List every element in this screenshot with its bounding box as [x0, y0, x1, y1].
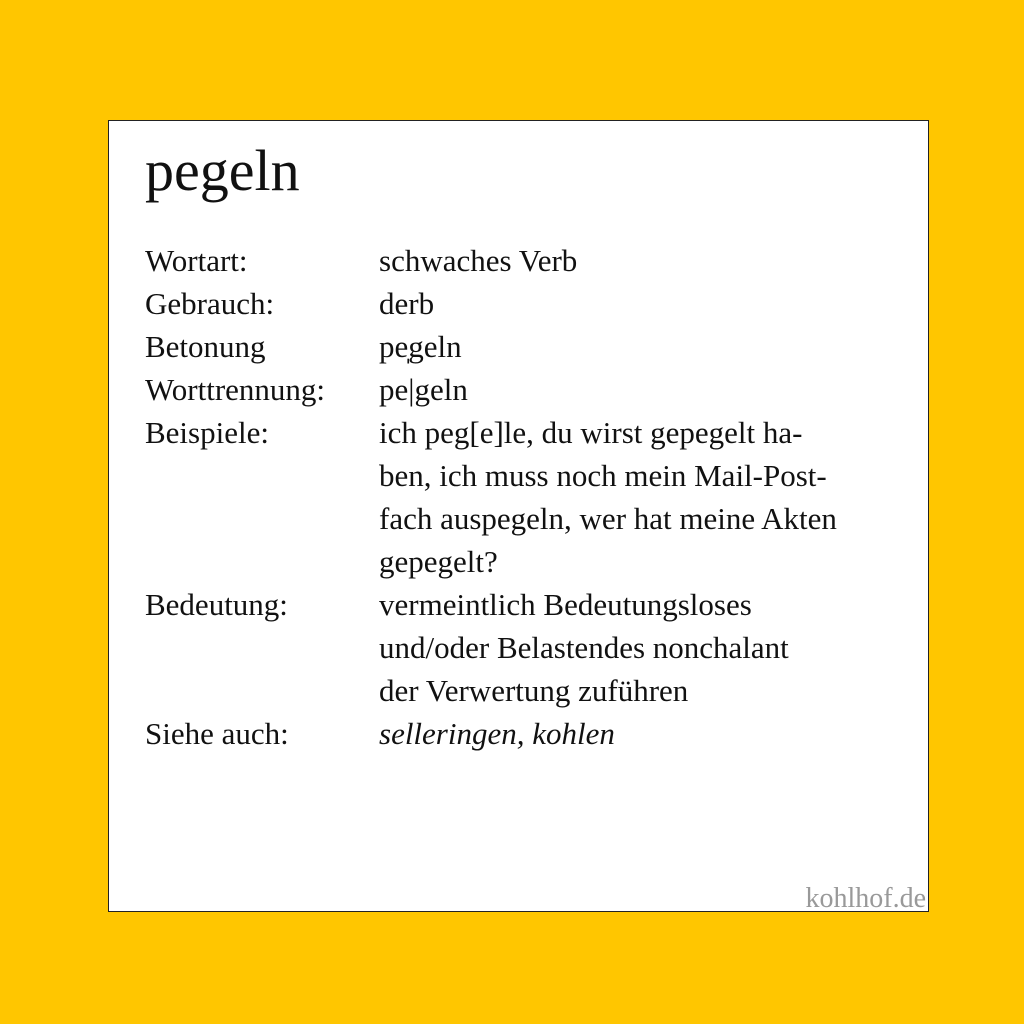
entry-value-line: fach auspegeln, wer hat meine Akten	[379, 501, 837, 536]
entry-value	[379, 325, 915, 368]
entry-value	[379, 282, 915, 325]
entry-value	[379, 368, 915, 411]
entry-value	[379, 712, 915, 755]
entry-row-worttrennung	[145, 368, 915, 411]
entry-value	[379, 411, 915, 583]
entry-value	[379, 583, 915, 712]
entry-label: Worttrennung:	[145, 372, 326, 407]
entry-value-line: schwaches Verb	[379, 243, 578, 278]
entry-label: Beispiele:	[145, 415, 269, 450]
entry-row-gebrauch	[145, 282, 915, 325]
headword: pegeln	[145, 138, 300, 203]
entry-table	[145, 239, 915, 755]
entry-row-wortart	[145, 239, 915, 282]
entry-row-siehe-auch	[145, 712, 915, 755]
entry-value-line: ich peg[e]le, du wirst gepegelt ha-	[379, 415, 803, 450]
entry-value-line: vermeintlich Bedeutungsloses	[379, 587, 752, 622]
entry-label: Gebrauch:	[145, 286, 275, 321]
dictionary-card	[108, 120, 929, 912]
entry-value-line: der Verwertung zuführen	[379, 673, 689, 708]
entry-label: Siehe auch:	[145, 716, 289, 751]
entry-value-line: ben, ich muss noch mein Mail-Post-	[379, 458, 827, 493]
entry-row-beispiele	[145, 411, 915, 583]
entry-value-line: pe|geln	[379, 372, 468, 407]
see-also-links: selleringen, kohlen	[379, 716, 615, 751]
entry-value-line: und/oder Belastendes nonchalant	[379, 630, 789, 665]
entry-label: Betonung	[145, 329, 266, 364]
entry-row-betonung	[145, 325, 915, 368]
site-watermark: kohlhof.de	[805, 883, 926, 914]
entry-row-bedeutung	[145, 583, 915, 712]
entry-label: Bedeutung:	[145, 587, 288, 622]
entry-label: Wortart:	[145, 243, 248, 278]
entry-value-line: pe̩geln	[379, 329, 462, 364]
entry-value-line: gepegelt?	[379, 544, 498, 579]
entry-value-line: derb	[379, 286, 435, 321]
entry-value	[379, 239, 915, 282]
